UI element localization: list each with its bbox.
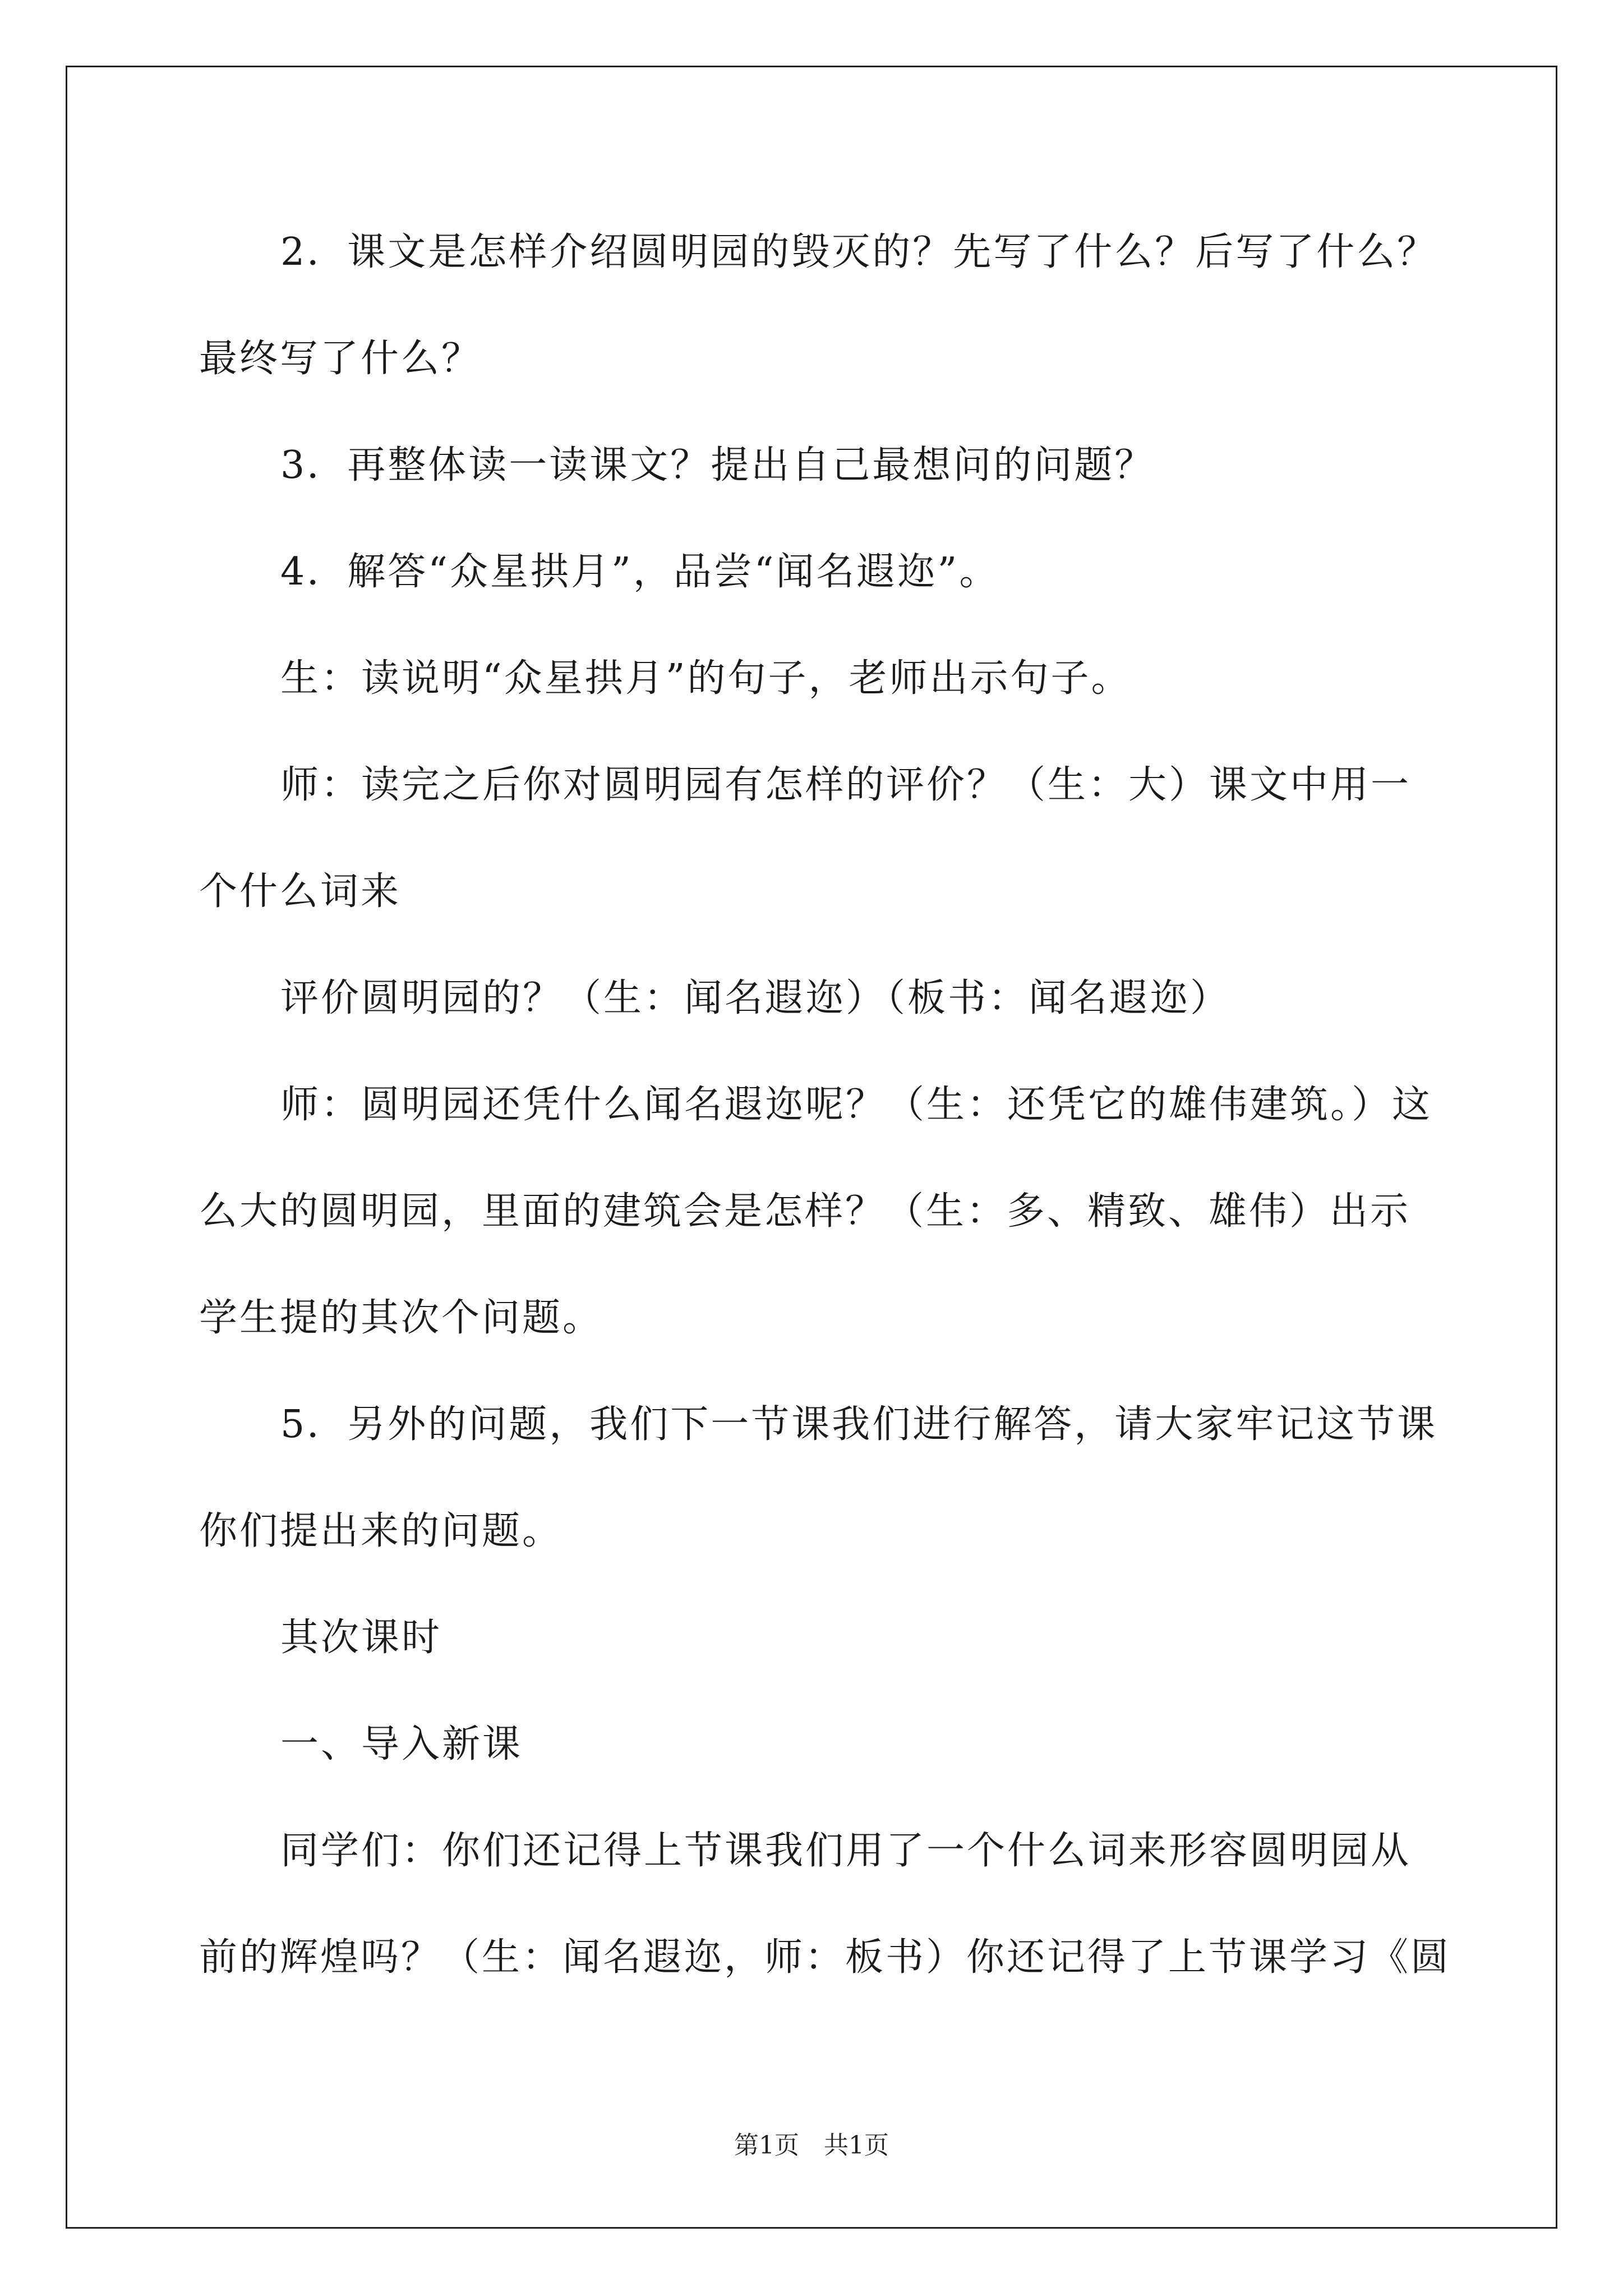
page-border <box>66 66 1557 2229</box>
paragraph-line: 同学们：你们还记得上节课我们用了一个什么词来形容圆明园从 <box>280 1829 1412 1873</box>
paragraph-line: 师：读完之后你对圆明园有怎样的评价？（生：大）课文中用一 <box>280 763 1412 807</box>
paragraph-line: 生：读说明“众星拱月”的句子，老师出示句子。 <box>280 656 1132 701</box>
paragraph-line: 3．再整体读一读课文？提出自己最想问的问题？ <box>280 443 1155 487</box>
paragraph-line: 个什么词来 <box>199 869 402 914</box>
paragraph-line: 师：圆明园还凭什么闻名遐迩呢？（生：还凭它的雄伟建筑。）这 <box>280 1083 1433 1127</box>
paragraph-line: 2．课文是怎样介绍圆明园的毁灭的？先写了什么？后写了什么？ <box>280 230 1438 274</box>
section-heading: 一、导入新课 <box>280 1722 523 1766</box>
paragraph-line: 前的辉煌吗？（生：闻名遐迩，师：板书）你还记得了上节课学习《圆 <box>199 1935 1451 1980</box>
paragraph-line: 么大的圆明园，里面的建筑会是怎样？（生：多、精致、雄伟）出示 <box>199 1189 1411 1234</box>
section-heading: 其次课时 <box>280 1616 442 1660</box>
paragraph-line: 评价圆明园的？（生：闻名遐迩）（板书：闻名遐迩） <box>280 976 1231 1020</box>
paragraph-line: 5．另外的问题，我们下一节课我们进行解答，请大家牢记这节课 <box>280 1402 1438 1447</box>
paragraph-line: 最终写了什么？ <box>199 337 482 381</box>
paragraph-line: 4．解答“众星拱月”，品尝“闻名遐迩”。 <box>280 550 1000 594</box>
paragraph-line: 学生提的其次个问题。 <box>199 1296 603 1340</box>
paragraph-line: 你们提出来的问题。 <box>199 1509 563 1553</box>
page-number-footer: 第1页 共1页 <box>734 2131 889 2160</box>
